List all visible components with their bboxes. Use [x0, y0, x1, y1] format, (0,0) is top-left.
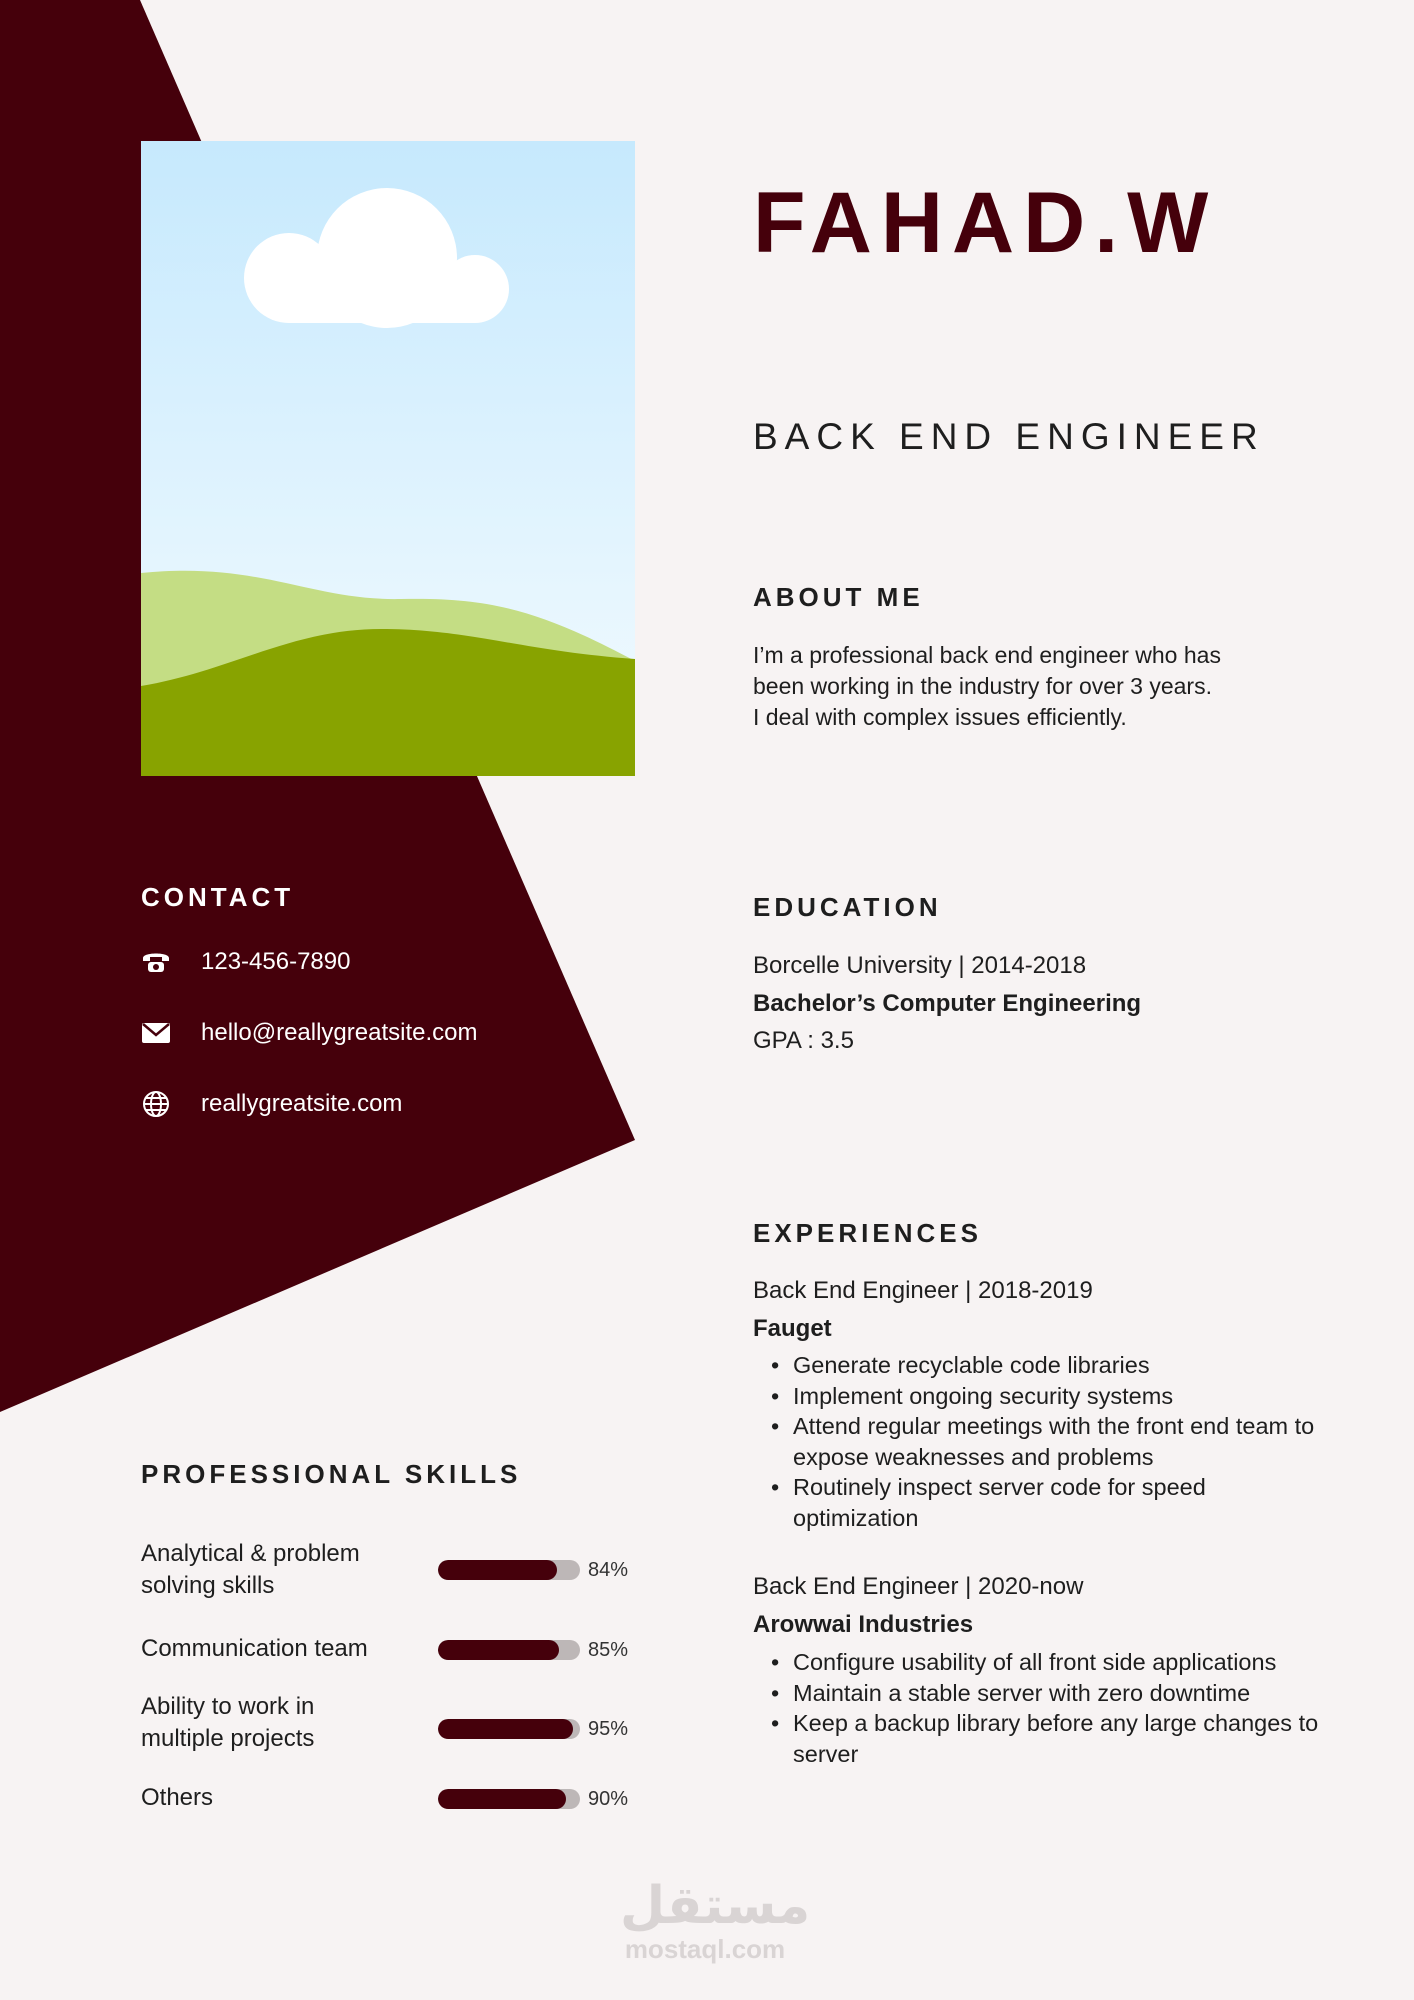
watermark-latin: mostaql.com [624, 1934, 786, 1964]
skill-progress-bar [438, 1719, 580, 1739]
about-line: I’m a professional back end engineer who has [753, 642, 1221, 668]
about-line: been working in the industry for over 3 years. [753, 673, 1212, 699]
about-text [753, 640, 1293, 733]
contact-phone[interactable] [141, 947, 350, 977]
experience-title: Back End Engineer | 2018-2019 [753, 1277, 1093, 1304]
contact-website-text: reallygreatsite.com [201, 1090, 403, 1117]
skill-progress-fill [438, 1560, 557, 1580]
list-item: • Routinely inspect server code for speed optimization [793, 1472, 1333, 1533]
contact-website[interactable] [141, 1089, 402, 1119]
experience-bullets [753, 1350, 1333, 1533]
about-line: I deal with complex issues efficiently. [753, 704, 1127, 730]
skill-label: Ability to work in multiple projects [141, 1693, 315, 1752]
list-item: • Attend regular meetings with the front end team to expose weaknesses and problems [793, 1411, 1333, 1472]
list-item: • Configure usability of all front side applications [793, 1647, 1333, 1678]
phone-icon [141, 947, 171, 977]
watermark-arabic: مستقل [620, 1876, 811, 1936]
skill-label: Analytical & problem solving skills [141, 1540, 360, 1599]
about-heading: ABOUT ME [753, 582, 924, 612]
contact-email[interactable] [141, 1018, 477, 1048]
job-title: BACK END ENGINEER [753, 416, 1265, 457]
skill-percent: 90% [588, 1788, 629, 1810]
list-item: • Keep a backup library before any large changes to server [793, 1708, 1333, 1769]
skill-percent: 85% [588, 1639, 629, 1661]
education-degree: Bachelor’s Computer Engineering [753, 990, 1142, 1017]
skill-percent: 84% [588, 1559, 629, 1581]
skill-progress-bar [438, 1560, 580, 1580]
list-item: • Maintain a stable server with zero downtime [793, 1678, 1333, 1709]
list-item: • Generate recyclable code libraries [793, 1350, 1333, 1381]
experiences-heading: EXPERIENCES [753, 1218, 982, 1248]
skill-progress-bar [438, 1640, 580, 1660]
education-heading: EDUCATION [753, 892, 942, 922]
email-icon [141, 1018, 171, 1048]
experience-company: Arowwai Industries [753, 1611, 974, 1638]
contact-heading: CONTACT [141, 882, 295, 912]
skill-percent: 95% [588, 1718, 629, 1740]
contact-phone-text: 123-456-7890 [201, 948, 351, 975]
skill-progress-fill [438, 1789, 566, 1809]
skill-progress-fill [438, 1719, 573, 1739]
candidate-name: FAHAD.W [753, 175, 1218, 271]
profile-photo-placeholder [141, 141, 635, 776]
skills-heading: PROFESSIONAL SKILLS [141, 1459, 522, 1489]
education-gpa: GPA : 3.5 [753, 1027, 854, 1054]
watermark-logo [620, 1876, 811, 1965]
skill-progress-fill [438, 1640, 559, 1660]
skill-progress-bar [438, 1789, 580, 1809]
experience-company: Fauget [753, 1315, 832, 1342]
contact-email-text: hello@reallygreatsite.com [201, 1019, 478, 1046]
skill-label: Communication team [141, 1635, 368, 1662]
experience-title: Back End Engineer | 2020-now [753, 1573, 1084, 1600]
globe-icon [141, 1089, 171, 1119]
list-item: • Implement ongoing security systems [793, 1381, 1333, 1412]
education-school: Borcelle University | 2014-2018 [753, 952, 1087, 979]
experience-bullets [753, 1647, 1333, 1769]
skill-label: Others [141, 1784, 214, 1811]
